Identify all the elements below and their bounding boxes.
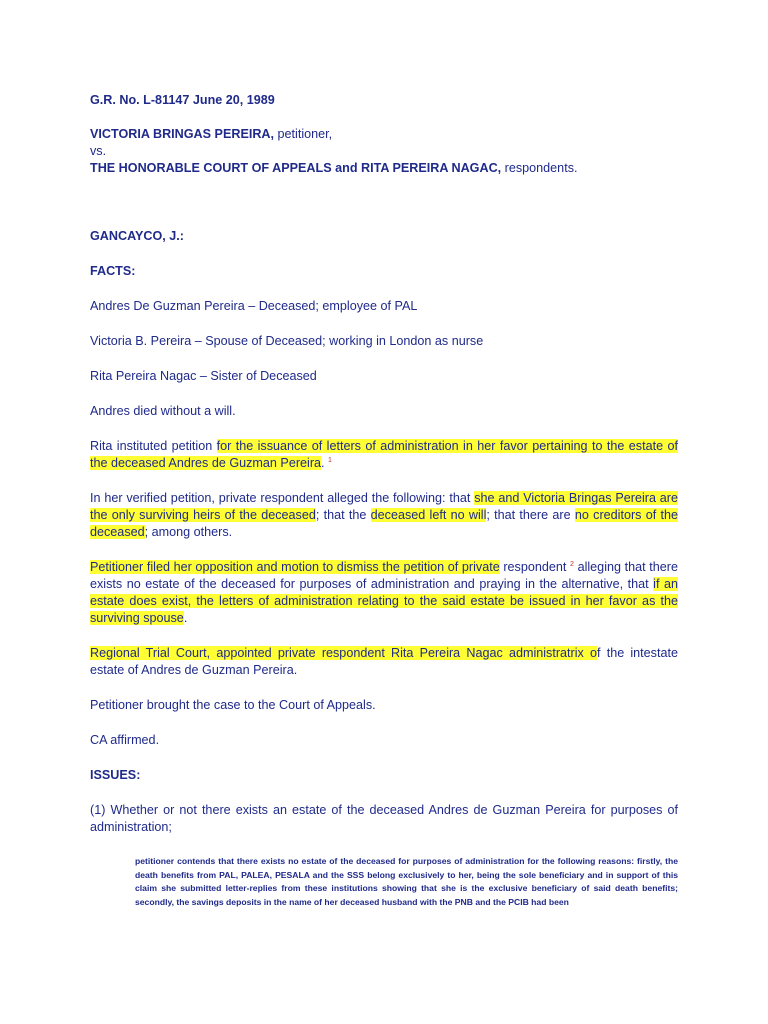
text-run: . [321,456,329,470]
text-run: ; that the [315,508,371,522]
highlighted-text: Regional Trial Court, appointed private respondent Rita Pereira Nagac administratrix o [90,646,598,660]
document-body [90,92,678,909]
facts-heading: FACTS: [90,264,136,278]
fact-paragraph-ca-affirmed: CA affirmed. [90,733,160,747]
highlighted-text: no creditors of the deceased [90,508,678,539]
petitioner-role: petitioner, [274,127,333,141]
fact-victoria: Victoria B. Pereira – Spouse of Deceased; working in London as nurse [90,334,484,348]
fact-andres: Andres De Guzman Pereira – Deceased; employee of PAL [90,299,418,313]
text-run: f the intestate estate of Andres de Guzman Pereira. [90,646,678,677]
text-run: ; among others. [144,525,233,539]
respondents-line [90,160,678,177]
highlighted-text: she and Victoria Bringas Pereira are the only surviving heirs of the deceased [90,491,678,522]
text-run: Rita instituted petition [90,439,217,453]
text-run: In her verified petition, private respondent alleged the following: that [90,491,475,505]
case-number: G.R. No. L-81147 June 20, 1989 [90,93,275,107]
highlighted-text: for the issuance of letters of administration in her favor pertaining to the estate of the deceased Andres de Guzman Pereira [90,439,678,470]
text-run: respondent [499,560,571,574]
fact-paragraph-opposition [90,559,678,627]
fact-paragraph-rtc [90,645,678,679]
petitioner-name: VICTORIA BRINGAS PEREIRA, [90,127,275,141]
fact-paragraph-verified-petition [90,490,678,541]
highlighted-text: Petitioner filed her opposition and motion to dismiss the petition of private [90,560,500,574]
ponente: GANCAYCO, J.: [90,229,185,243]
footnote-marker[interactable]: 2 [570,560,574,568]
fact-paragraph-petition [90,438,678,472]
versus: vs. [90,144,107,158]
fact-paragraph-appeal: Petitioner brought the case to the Court of Appeals. [90,698,376,712]
text-run: . [183,611,188,625]
quoted-contention: petitioner contends that there exists no estate of the deceased for purposes of administration for the following reasons: firstly, the death benefits from PAL, PALEA, PESALA and the SSS belong exclusively to her, being the sole beneficiary and in support of this claim she submitted letter-replies from these institutions showing that she is the exclusive beneficiary of said death benefits; secondly, the savings deposits in the name of her deceased husband with the PNB and the PCIB had been [135,856,678,907]
highlighted-text: if an estate does exist, the letters of administration relating to the said estate be issued in her favor as the surviving spouse [90,577,678,625]
text-run: alleging that there exists no estate of the deceased for purposes of administration and praying in the alternative, that [90,560,678,591]
respondents-name: THE HONORABLE COURT OF APPEALS and RITA PEREIRA NAGAC, [90,161,502,175]
issues-heading: ISSUES: [90,768,141,782]
text-run: ; that there are [486,508,575,522]
respondents-role: respondents. [501,161,578,175]
fact-rita: Rita Pereira Nagac – Sister of Deceased [90,369,317,383]
fact-no-will: Andres died without a will. [90,404,236,418]
footnote-marker[interactable]: 1 [328,456,332,464]
issue-1: (1) Whether or not there exists an estate of the deceased Andres de Guzman Pereira for purposes of administration; [90,803,678,834]
highlighted-text: deceased left no will [370,508,487,522]
petitioner-line [90,126,678,143]
